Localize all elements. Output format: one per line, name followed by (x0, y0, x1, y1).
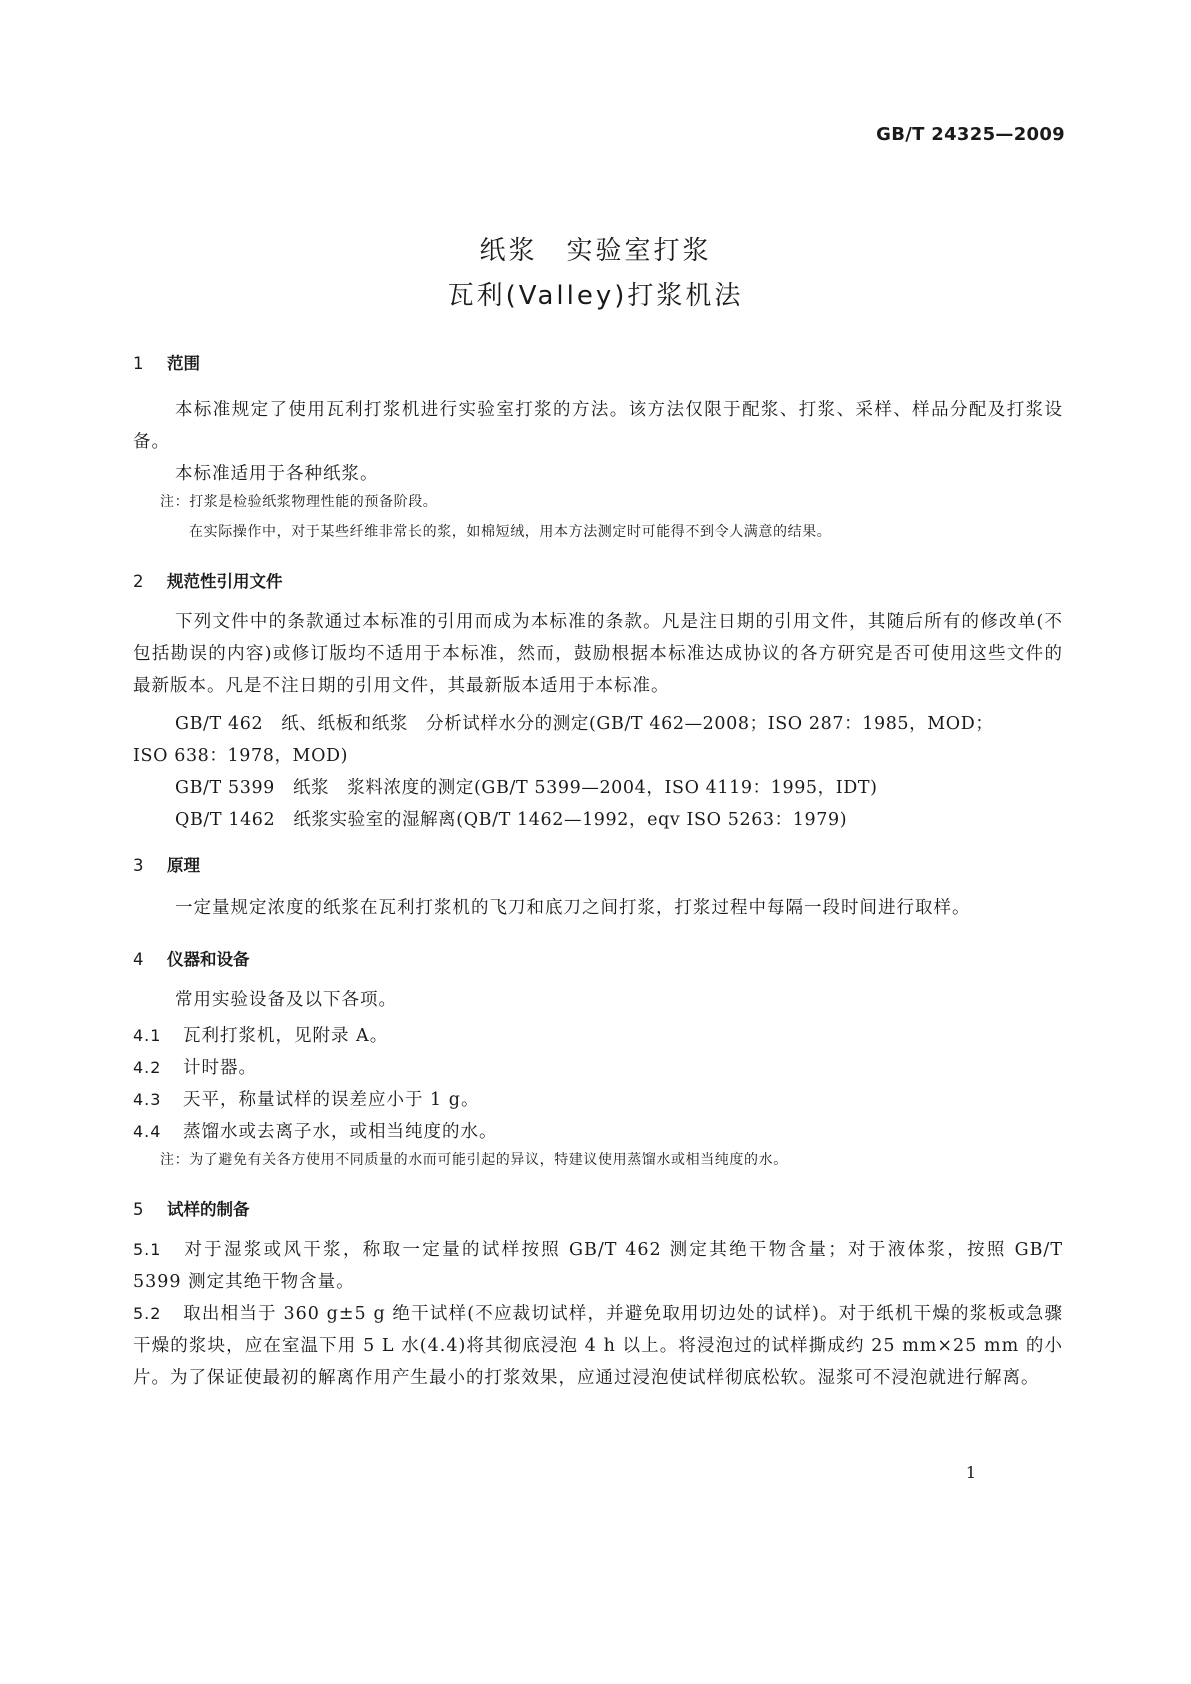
document-title-line2: 瓦利(Valley)打浆机法 (447, 281, 744, 311)
section-heading-scope (133, 350, 200, 374)
section-title: 试样的制备 (167, 1200, 250, 1219)
section-number: 4 (133, 950, 144, 969)
list-item (133, 1022, 388, 1047)
clause-5-1 (133, 1234, 1063, 1298)
note: 注：打浆是检验纸浆物理性能的预备阶段。 (160, 494, 438, 510)
reference-entry: GB/T 5399 纸浆 浆料浓度的测定(GB/T 5399—2004，ISO 4119：1995，IDT) (175, 778, 878, 798)
section-heading-sample-preparation (133, 1196, 250, 1220)
paragraph: 下列文件中的条款通过本标准的引用而成为本标准的条款。凡是注日期的引用文件，其随后所有的修改单(不包括勘误的内容)或修订版均不适用于本标准，然而，鼓励根据本标准达成协议的各方研究是否可使用这些文件的最新版本。凡是不注日期的引用文件，其最新版本适用于本标准。 (133, 612, 1063, 696)
section-heading-normative-references (133, 568, 283, 592)
section-title: 原理 (167, 856, 200, 875)
clause-text: 取出相当于 360 g±5 g 绝干试样(不应裁切试样，并避免取用切边处的试样)。对于纸机干燥的浆板或急骤干燥的浆块，应在室温下用 5 L 水(4.4)将其彻底浸泡 4 h 以上。将浸泡过的试样撕成约 25 mm×25 mm 的小片。为了保证使最初的解离作用产生最小的打浆效果，应通过浸泡使试样彻底松软。湿浆可不浸泡就进行解离。 (133, 1304, 1063, 1388)
section-title: 范围 (167, 354, 200, 373)
section-number: 2 (133, 572, 144, 591)
item-number: 4.4 (133, 1122, 162, 1141)
list-item (133, 1054, 257, 1079)
note-continuation: 在实际操作中，对于某些纤维非常长的浆，如棉短绒，用本方法测定时可能得不到令人满意的结果。 (189, 524, 832, 540)
note: 注：为了避免有关各方使用不同质量的水而可能引起的异议，特建议使用蒸馏水或相当纯度的水。 (160, 1152, 788, 1168)
reference-entry-continuation: ISO 638：1978，MOD) (133, 746, 349, 766)
reference-entry: GB/T 462 纸、纸板和纸浆 分析试样水分的测定(GB/T 462—2008；ISO 287：1985，MOD； (175, 714, 994, 734)
item-number: 4.2 (133, 1058, 162, 1077)
item-number: 4.1 (133, 1026, 162, 1045)
section-number: 5 (133, 1200, 144, 1219)
page-number: 1 (965, 1463, 976, 1482)
clause-number: 5.1 (133, 1240, 162, 1259)
list-item (133, 1118, 498, 1143)
section-title: 仪器和设备 (167, 950, 250, 969)
clause-text: 对于湿浆或风干浆，称取一定量的试样按照 GB/T 462 测定其绝干物含量；对于液体浆，按照 GB/T 5399 测定其绝干物含量。 (133, 1240, 1063, 1292)
paragraph: 本标准规定了使用瓦利打浆机进行实验室打浆的方法。该方法仅限于配浆、打浆、采样、样品分配及打浆设备。 (133, 400, 1063, 452)
clause-number: 5.2 (133, 1304, 162, 1323)
paragraph: 本标准适用于各种纸浆。 (175, 464, 379, 484)
paragraph: 常用实验设备及以下各项。 (175, 990, 397, 1010)
section-heading-principle (133, 852, 200, 876)
paragraph: 一定量规定浓度的纸浆在瓦利打浆机的飞刀和底刀之间打浆，打浆过程中每隔一段时间进行取样。 (175, 898, 971, 918)
list-item (133, 1086, 479, 1111)
standard-number: GB/T 24325—2009 (876, 124, 1065, 145)
document-title-line1: 纸浆 实验室打浆 (479, 236, 712, 266)
section-number: 3 (133, 856, 144, 875)
item-number: 4.3 (133, 1090, 162, 1109)
item-text: 蒸馏水或去离子水，或相当纯度的水。 (183, 1122, 498, 1142)
item-text: 瓦利打浆机，见附录 A。 (183, 1026, 389, 1046)
section-number: 1 (133, 354, 144, 373)
clause-5-2 (133, 1298, 1063, 1394)
item-text: 计时器。 (183, 1058, 257, 1078)
reference-entry: QB/T 1462 纸浆实验室的湿解离(QB/T 1462—1992，eqv ISO 5263：1979) (175, 810, 848, 830)
item-text: 天平，称量试样的误差应小于 1 g。 (183, 1090, 480, 1110)
section-heading-apparatus (133, 946, 250, 970)
section-title: 规范性引用文件 (167, 572, 283, 591)
